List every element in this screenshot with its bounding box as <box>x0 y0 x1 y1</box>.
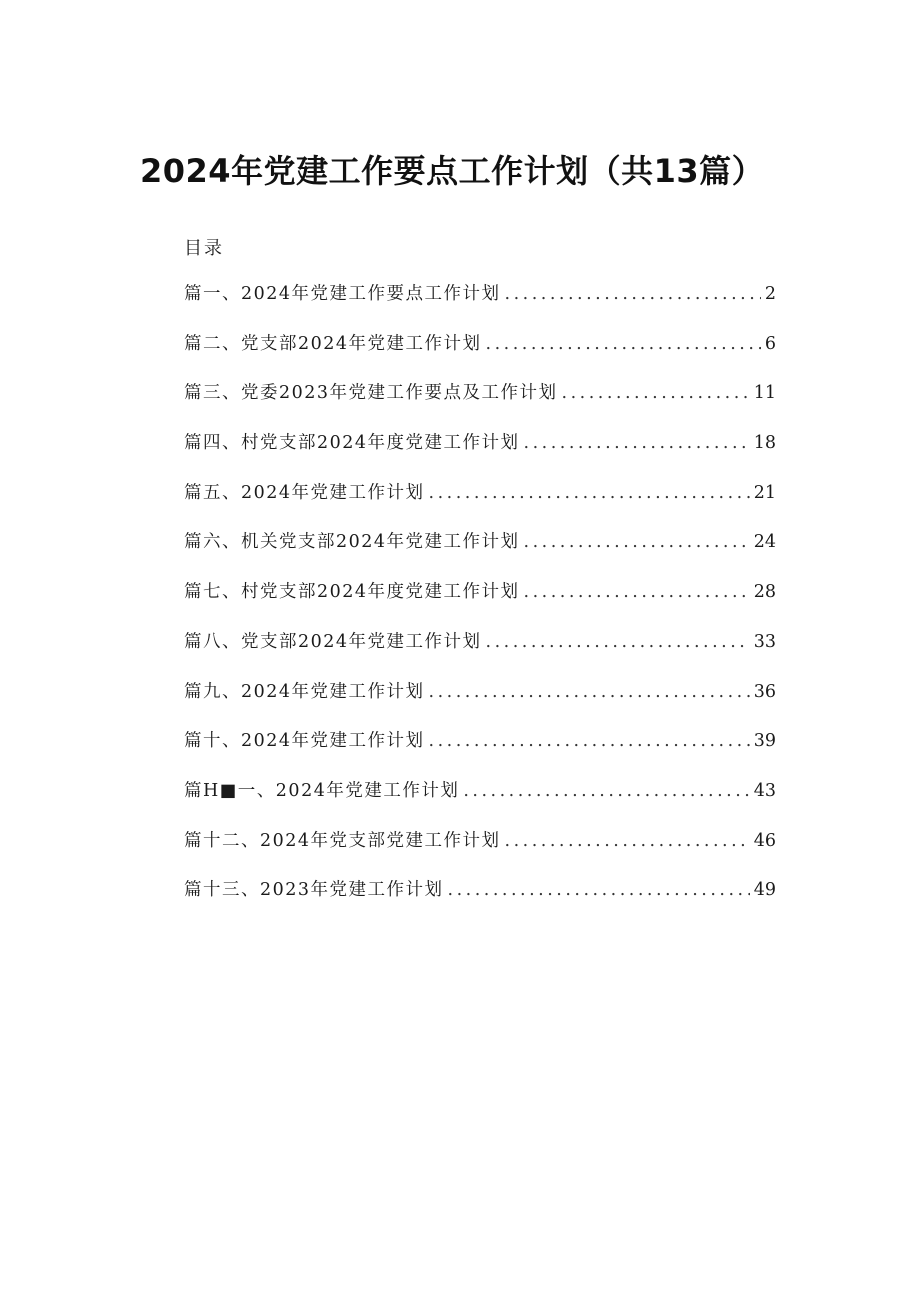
toc-dot-leader <box>524 582 750 602</box>
toc-entry[interactable] <box>184 479 776 529</box>
toc-dot-leader <box>524 532 750 552</box>
toc-dot-leader <box>562 383 750 403</box>
toc-entry[interactable] <box>184 777 776 827</box>
toc-entry-title: 篇四、村党支部2024年度党建工作计划 <box>184 433 520 454</box>
toc-page-number: 2 <box>764 284 776 304</box>
toc-entry-title: 篇二、党支部2024年党建工作计划 <box>184 333 482 354</box>
toc-entry[interactable] <box>184 330 776 380</box>
toc-entry-title: 篇一、2024年党建工作要点工作计划 <box>184 284 501 304</box>
toc-entry[interactable] <box>184 280 776 330</box>
toc-entry[interactable] <box>184 678 776 728</box>
toc-page-number: 43 <box>753 780 776 801</box>
toc-dot-leader <box>505 831 750 851</box>
toc-entry[interactable] <box>184 578 776 628</box>
toc-entry[interactable] <box>184 628 776 678</box>
toc-entry-title: 篇H■一、2024年党建工作计划 <box>184 780 460 801</box>
toc-entry-title: 篇十二、2024年党支部党建工作计划 <box>184 830 501 851</box>
toc-entry[interactable] <box>184 876 776 926</box>
toc-page-number: 11 <box>753 383 776 404</box>
toc-dot-leader <box>486 334 761 354</box>
toc-page-number: 39 <box>753 731 776 752</box>
toc-dot-leader <box>524 433 750 453</box>
toc-entry-title: 篇五、2024年党建工作计划 <box>184 482 425 503</box>
toc-entry[interactable] <box>184 429 776 479</box>
toc-dot-leader <box>429 682 750 702</box>
toc-page-number: 49 <box>753 880 776 901</box>
toc-entry[interactable] <box>184 379 776 429</box>
toc-page-number: 46 <box>753 830 776 851</box>
toc-page-number: 33 <box>753 631 776 652</box>
toc-page-number: 18 <box>753 433 776 454</box>
toc-page-number: 28 <box>753 582 776 603</box>
toc-entry-title: 篇九、2024年党建工作计划 <box>184 681 425 702</box>
toc-dot-leader <box>463 781 749 801</box>
table-of-contents <box>184 280 776 926</box>
toc-dot-leader <box>486 632 750 652</box>
toc-entry-title: 篇十、2024年党建工作计划 <box>184 731 425 752</box>
toc-dot-leader <box>505 284 761 304</box>
toc-page-number: 24 <box>753 532 776 553</box>
toc-dot-leader <box>448 880 750 900</box>
toc-page-number: 6 <box>764 333 776 354</box>
toc-dot-leader <box>429 731 750 751</box>
toc-entry-title: 篇八、党支部2024年党建工作计划 <box>184 631 482 652</box>
toc-entry[interactable] <box>184 727 776 777</box>
toc-entry-title: 篇十三、2023年党建工作计划 <box>184 880 444 901</box>
toc-page-number: 36 <box>753 681 776 702</box>
toc-entry-title: 篇六、机关党支部2024年党建工作计划 <box>184 532 520 553</box>
toc-page-number: 21 <box>753 482 776 503</box>
toc-heading: 目录 <box>184 238 224 259</box>
toc-dot-leader <box>429 483 750 503</box>
toc-entry[interactable] <box>184 827 776 877</box>
toc-entry[interactable] <box>184 528 776 578</box>
toc-entry-title: 篇七、村党支部2024年度党建工作计划 <box>184 582 520 603</box>
toc-entry-title: 篇三、党委2023年党建工作要点及工作计划 <box>184 383 558 404</box>
document-title: 2024年党建工作要点工作计划（共13篇） <box>140 152 765 190</box>
